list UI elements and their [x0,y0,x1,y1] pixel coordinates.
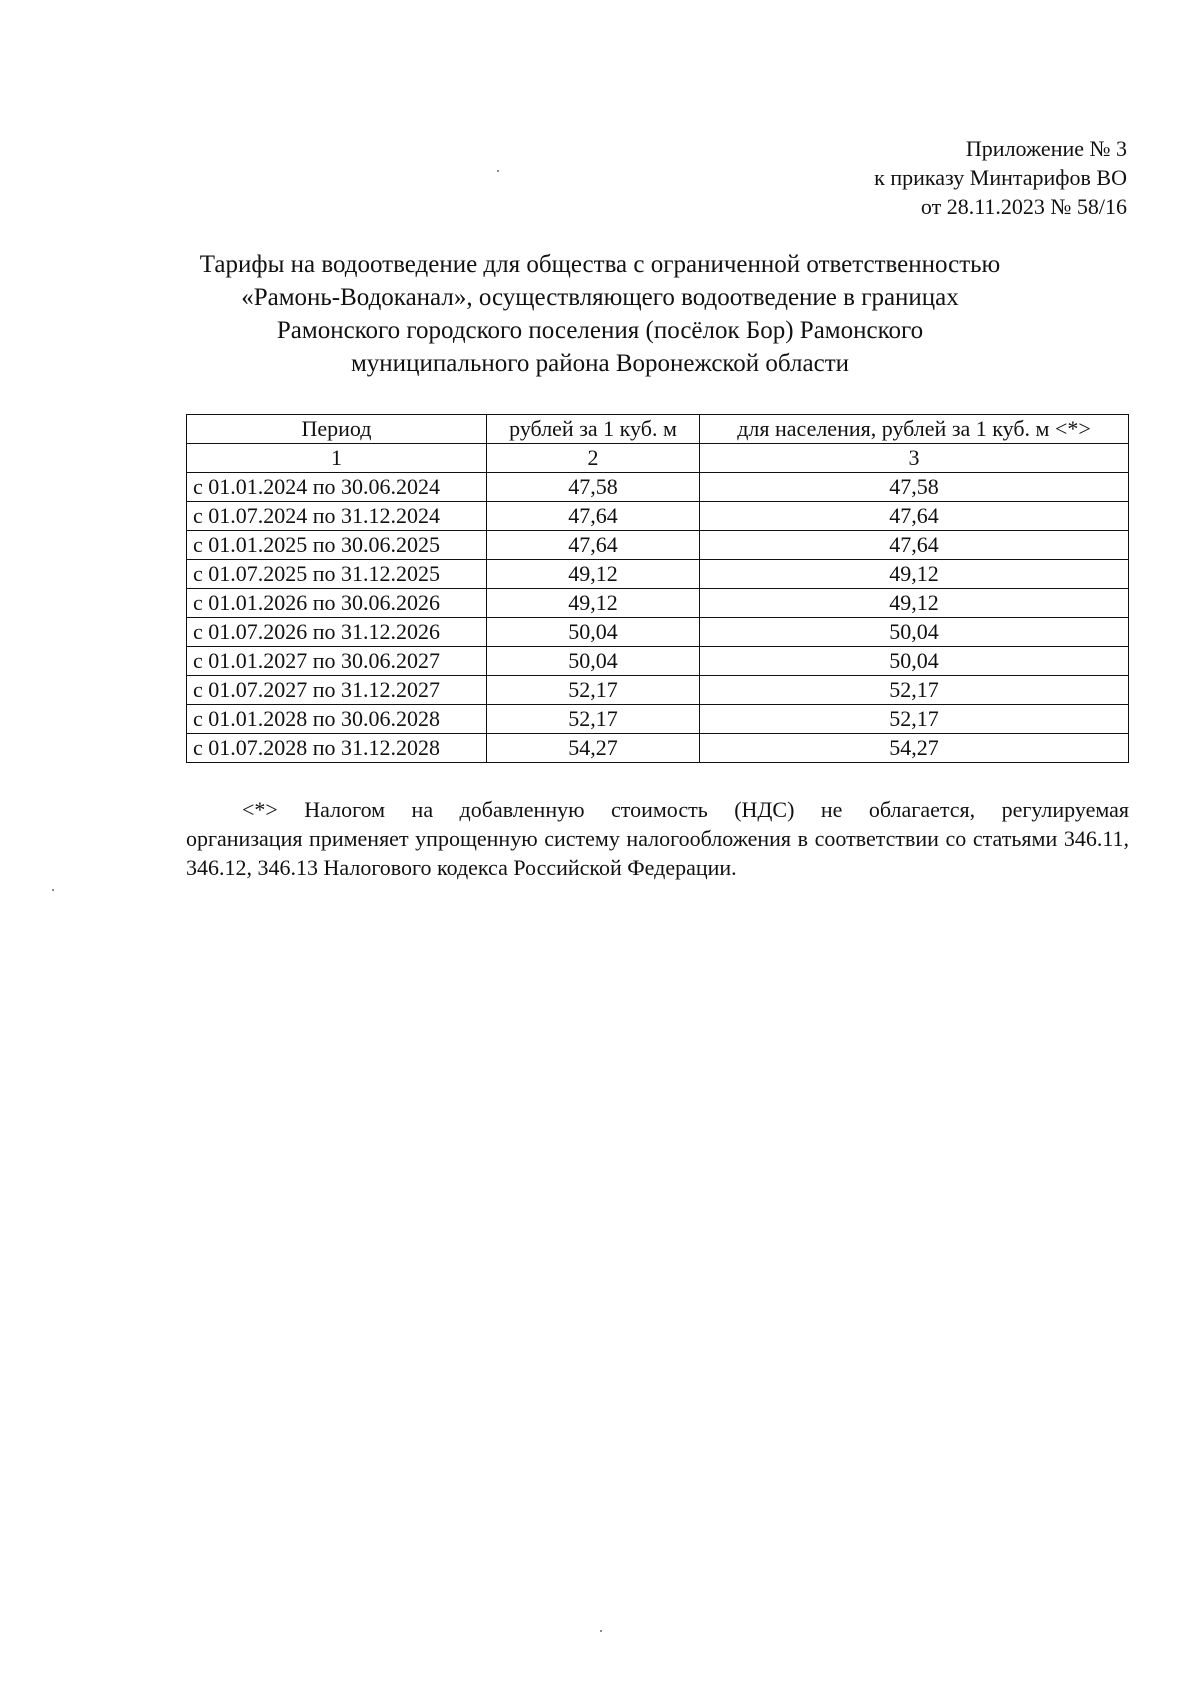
table-row [187,531,1129,560]
tariff-cell: 50,04 [487,647,700,676]
table-numbering-row [187,444,1129,473]
tariff-cell: 47,58 [487,473,700,502]
population-tariff-cell: 52,17 [700,705,1129,734]
period-cell: с 01.07.2024 по 31.12.2024 [187,502,487,531]
tariff-cell: 52,17 [487,676,700,705]
scan-speck [600,1630,602,1632]
header-period: Период [187,415,487,444]
period-cell: с 01.07.2025 по 31.12.2025 [187,560,487,589]
period-cell: с 01.01.2028 по 30.06.2028 [187,705,487,734]
table-row [187,502,1129,531]
period-cell: с 01.07.2028 по 31.12.2028 [187,734,487,763]
document-title [150,248,1050,380]
period-cell: с 01.07.2027 по 31.12.2027 [187,676,487,705]
table-row [187,676,1129,705]
population-tariff-cell: 47,64 [700,531,1129,560]
period-cell: с 01.01.2026 по 30.06.2026 [187,589,487,618]
population-tariff-cell: 47,58 [700,473,1129,502]
tariff-cell: 47,64 [487,531,700,560]
table-row [187,473,1129,502]
column-number: 1 [187,444,487,473]
table-row [187,647,1129,676]
tariff-cell: 52,17 [487,705,700,734]
appendix-order: к приказу Минтарифов ВО [874,165,1127,190]
period-cell: с 01.01.2024 по 30.06.2024 [187,473,487,502]
scan-speck [52,889,54,891]
table-row [187,618,1129,647]
tariff-cell: 54,27 [487,734,700,763]
column-number: 3 [700,444,1129,473]
tariff-cell: 49,12 [487,560,700,589]
appendix-date: от 28.11.2023 № 58/16 [920,194,1127,219]
population-tariff-cell: 50,04 [700,647,1129,676]
tariff-table [186,414,1129,763]
table-row [187,705,1129,734]
scan-speck [497,170,499,172]
title-line-1: Тарифы на водоотведение для общества с ограниченной ответственностью [199,251,1001,278]
period-cell: с 01.01.2025 по 30.06.2025 [187,531,487,560]
footnote-body: организация применяет упрощенную систему налогообложения в соответствии со статьями 346.11, 346.12, 346.13 Налогового кодекса Российской Федерации. [186,826,1129,880]
population-tariff-cell: 52,17 [700,676,1129,705]
tariff-cell: 47,64 [487,502,700,531]
column-number: 2 [487,444,700,473]
title-line-3: Рамонского городского поселения (посёлок Бор) Рамонского [276,317,924,344]
population-tariff-cell: 54,27 [700,734,1129,763]
table-row [187,589,1129,618]
title-line-2: «Рамонь-Водоканал», осуществляющего водоотведение в границах [241,284,959,311]
population-tariff-cell: 47,64 [700,502,1129,531]
table-header-row [187,415,1129,444]
population-tariff-cell: 49,12 [700,589,1129,618]
header-population: для населения, рублей за 1 куб. м <*> [700,415,1129,444]
appendix-number: Приложение № 3 [965,136,1127,161]
table-row [187,560,1129,589]
population-tariff-cell: 50,04 [700,618,1129,647]
appendix-reference [874,134,1127,221]
tariff-cell: 49,12 [487,589,700,618]
header-rub: рублей за 1 куб. м [487,415,700,444]
table-row [187,734,1129,763]
title-line-4: муниципального района Воронежской области [350,350,849,377]
footnote-first-line: <*> Налогом на добавленную стоимость (НДС) не облагается, регулируемая [242,797,1129,822]
period-cell: с 01.07.2026 по 31.12.2026 [187,618,487,647]
tariff-cell: 50,04 [487,618,700,647]
period-cell: с 01.01.2027 по 30.06.2027 [187,647,487,676]
population-tariff-cell: 49,12 [700,560,1129,589]
footnote [186,795,1129,882]
